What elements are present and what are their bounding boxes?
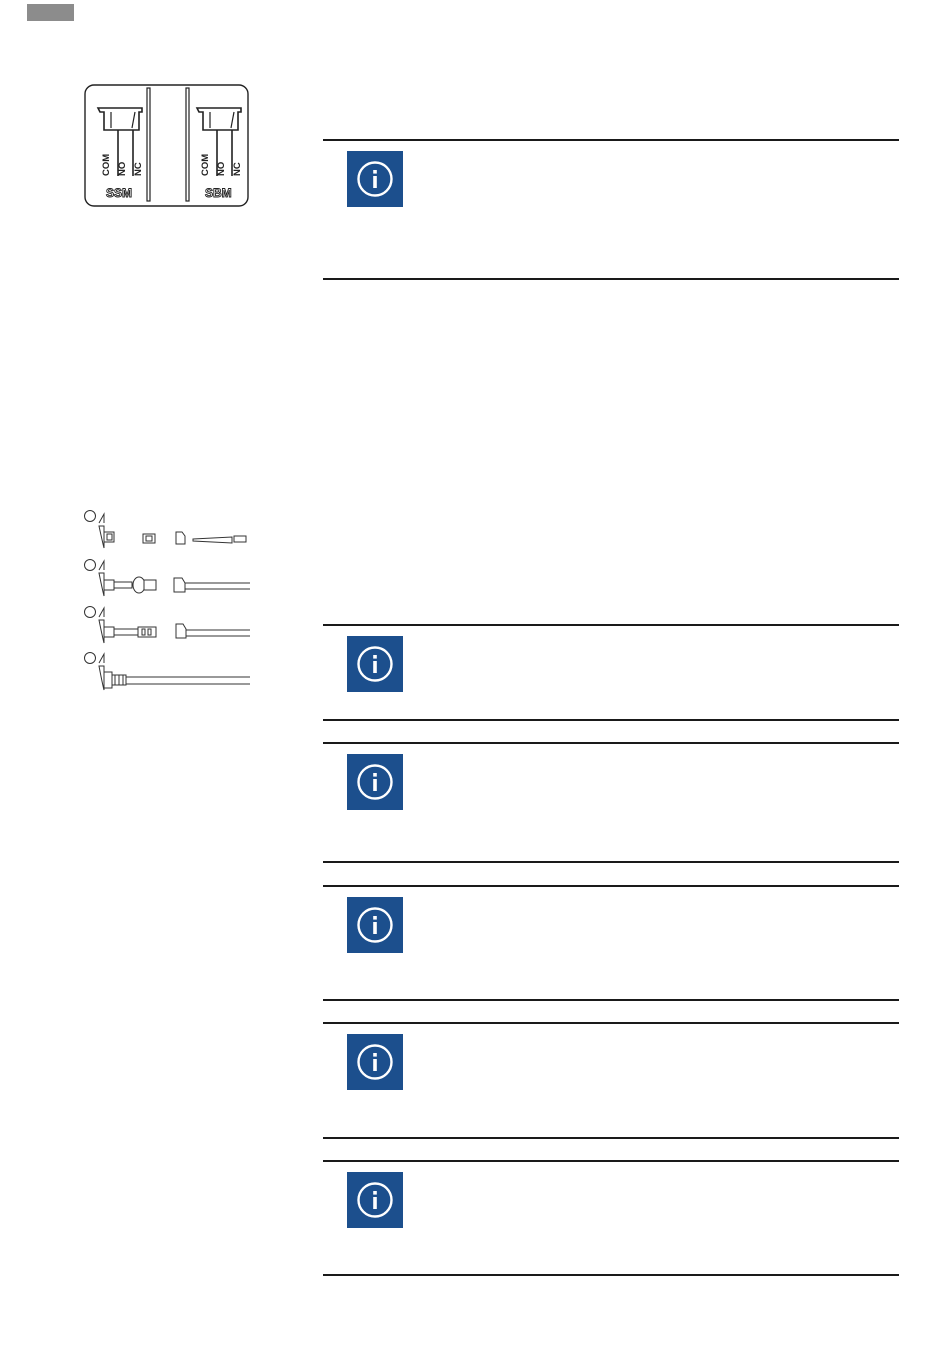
cable-connector-figure — [82, 506, 254, 696]
ssm-terminal-com: COM — [101, 153, 112, 176]
info-note-6 — [323, 1160, 899, 1276]
info-icon — [347, 754, 403, 810]
sbm-label: SBM — [205, 186, 232, 200]
terminal-block-figure — [84, 84, 250, 208]
connector-step-4 — [85, 653, 251, 691]
info-icon — [347, 897, 403, 953]
ssm-terminal-no: NO — [117, 161, 128, 176]
info-icon — [347, 1172, 403, 1228]
sbm-terminal-no: NO — [216, 161, 227, 176]
info-icon — [347, 1034, 403, 1090]
connector-step-2 — [85, 560, 251, 597]
ssm-label: SSM — [106, 186, 133, 200]
info-note-5 — [323, 1022, 899, 1139]
page-header-tab — [27, 4, 74, 21]
ssm-terminal-nc: NC — [133, 162, 144, 176]
info-icon — [347, 151, 403, 207]
sbm-terminal-nc: NC — [232, 162, 243, 176]
connector-step-1 — [85, 511, 247, 549]
info-note-3 — [323, 742, 899, 863]
info-note-2 — [323, 624, 899, 721]
info-icon — [347, 636, 403, 692]
connector-step-3 — [85, 607, 251, 644]
info-note-1 — [323, 139, 899, 280]
info-note-4 — [323, 885, 899, 1001]
sbm-terminal-com: COM — [200, 153, 211, 176]
